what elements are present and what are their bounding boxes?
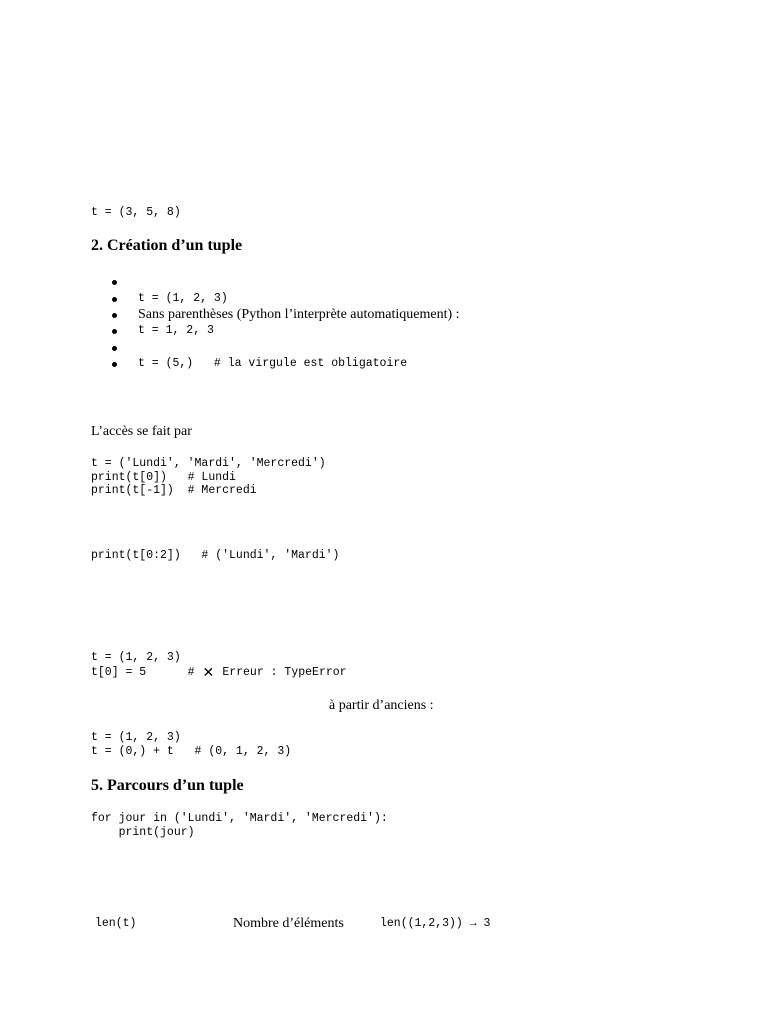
- list-item: [112, 340, 460, 356]
- bullet-icon: [112, 329, 117, 334]
- table-cell-example: len((1,2,3)) → 3: [380, 917, 491, 930]
- cross-icon: ✕: [202, 665, 215, 681]
- code-tuple-example: t = (3, 5, 8): [91, 206, 181, 219]
- code-slice-example: print(t[0:2]) # ('Lundi', 'Mardi'): [91, 549, 340, 562]
- list-item: [112, 307, 460, 323]
- access-intro-text: L’accès se fait par: [91, 424, 192, 439]
- code-snippet: t = (5,) # la virgule est obligatoire: [138, 357, 408, 371]
- list-item: [112, 290, 460, 306]
- bullet-icon: [112, 313, 117, 318]
- list-item: [112, 323, 460, 339]
- code-immutable-line1: t = (1, 2, 3): [91, 651, 181, 664]
- table-cell-function: len(t): [95, 917, 137, 930]
- list-item: [112, 356, 460, 372]
- bullet-text: Sans parenthèses (Python l’interprète automatiquement) :: [138, 306, 460, 322]
- bullet-icon: [112, 297, 117, 302]
- code-loop-example: for jour in ('Lundi', 'Mardi', 'Mercredi'): print(jour): [91, 812, 388, 839]
- bullet-icon: [112, 362, 117, 367]
- bullet-icon: [112, 280, 117, 285]
- new-from-old-text: à partir d’anciens :: [329, 698, 434, 713]
- code-snippet: t = 1, 2, 3: [138, 324, 214, 338]
- table-cell-description: Nombre d’éléments: [233, 916, 344, 931]
- list-item: [112, 274, 460, 290]
- bullet-icon: [112, 346, 117, 351]
- code-concat-example: t = (1, 2, 3) t = (0,) + t # (0, 1, 2, 3): [91, 731, 292, 758]
- code-access-example: t = ('Lundi', 'Mardi', 'Mercredi') print(t[0]) # Lundi print(t[-1]) # Mercredi: [91, 457, 326, 497]
- section-heading-iteration: 5. Parcours d’un tuple: [91, 777, 244, 794]
- code-snippet: t = (1, 2, 3): [138, 291, 228, 305]
- creation-bullet-list: [112, 274, 460, 372]
- section-heading-creation: 2. Création d’un tuple: [91, 237, 243, 254]
- code-immutable-line2: t[0] = 5 # ✕ Erreur : TypeError: [91, 665, 347, 681]
